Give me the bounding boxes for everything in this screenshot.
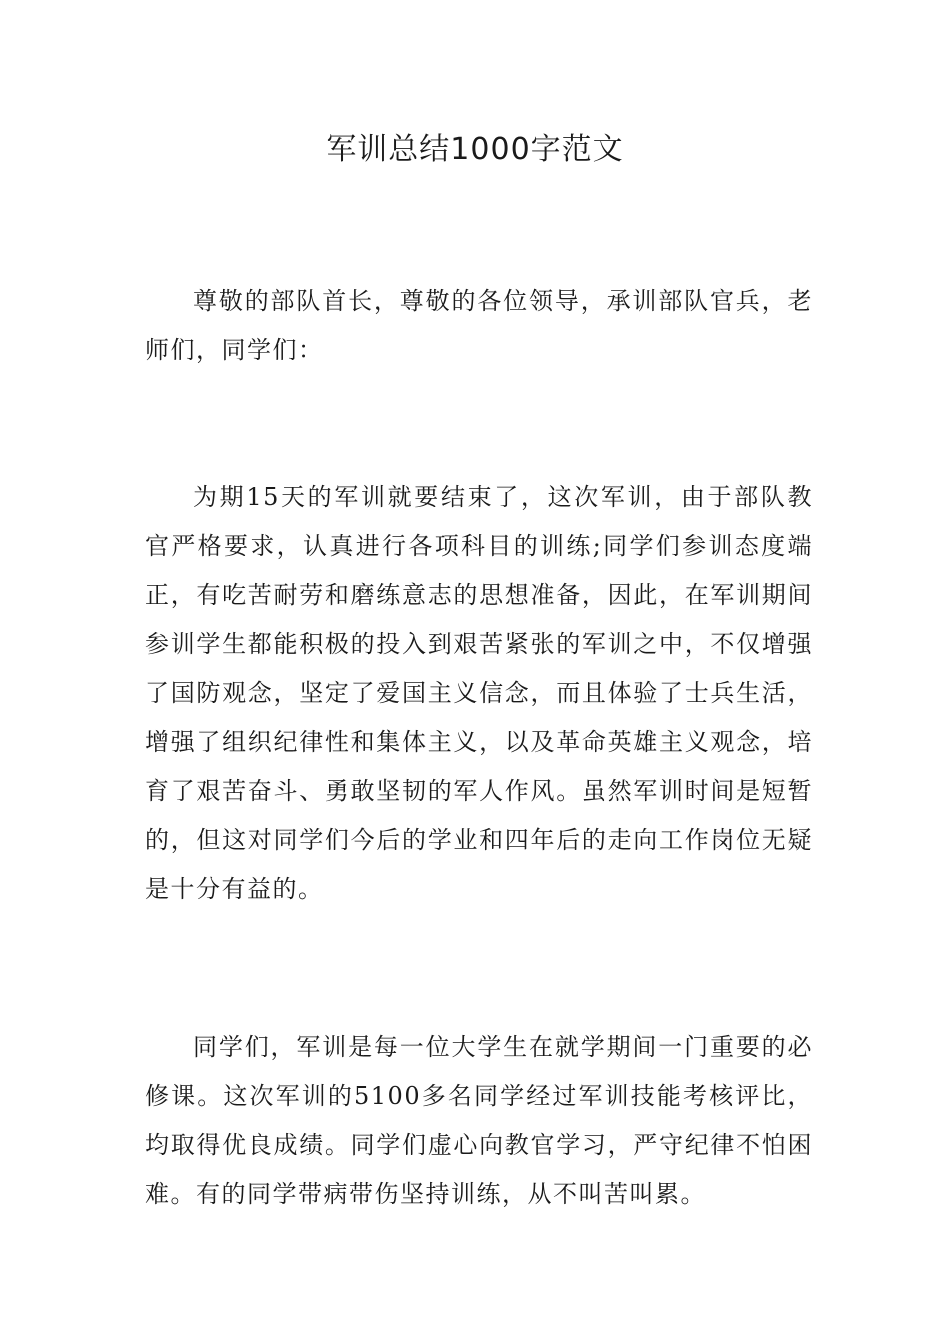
paragraph-students: 同学们，军训是每一位大学生在就学期间一门重要的必修课。这次军训的5100多名同学经过军训技能考核评比，均取得优良成绩。同学们虚心向教官学习，严守纪律不怕困难。有的同学带病带伤坚持训练，从不叫苦叫累。 (145, 1033, 813, 1208)
document-title: 军训总结1000字范文 (326, 132, 624, 167)
paragraph-summary: 为期15天的军训就要结束了，这次军训，由于部队教官严格要求，认真进行各项科目的训练;同学们参训态度端正，有吃苦耐劳和磨练意志的思想准备，因此，在军训期间参训学生都能积极的投入到艰苦紧张的军训之中，不仅增强了国防观念，坚定了爱国主义信念，而且体验了士兵生活，增强了组织纪律性和集体主义，以及革命英雄主义观念，培育了艰苦奋斗、勇敢坚韧的军人作风。虽然军训时间是短暂的，但这对同学们今后的学业和四年后的走向工作岗位无疑是十分有益的。 (145, 483, 813, 903)
paragraph-greeting: 尊敬的部队首长，尊敬的各位领导，承训部队官兵，老师们，同学们： (145, 287, 813, 364)
